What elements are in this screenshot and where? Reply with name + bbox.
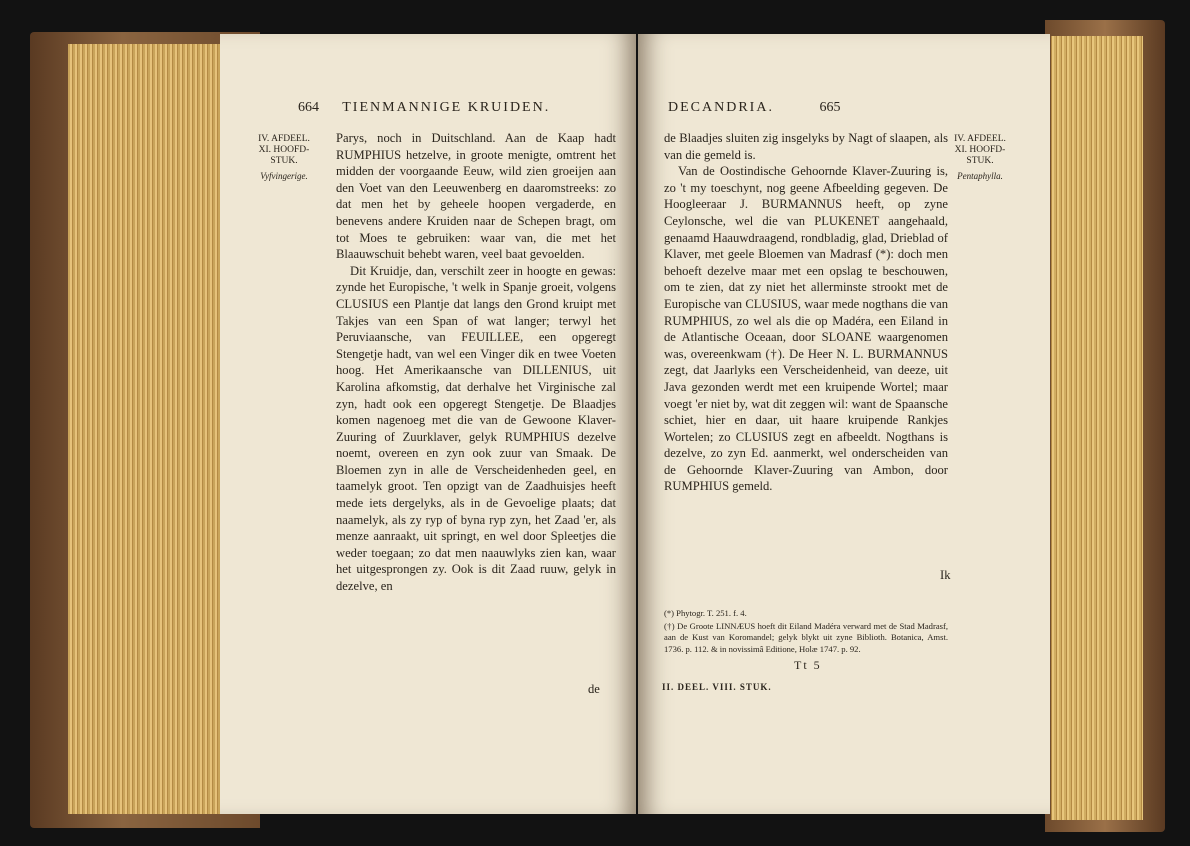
footnotes [664,608,948,656]
right-page-edges [1051,36,1143,820]
right-margin-note [954,134,1006,182]
left-margin-section: IV. AFDEEL. XI. HOOFD-STUK. [258,134,310,166]
footnote: (*) Phytogr. T. 251. f. 4. [664,608,747,618]
right-paragraph: Van de Oostindische Gehoornde Klaver-Zuuring is, zo 't my toeschynt, nog geene Afbeelding gegeven. De Hoogleeraar J. BURMANNUS heeft, op zyne Ceylonsche, wel die van PLUKENET aangehaald, genaamd Haauwdraagend, rondbladig, glad, Drieblad of Klaver, met geele Bloemen van Madrasf (*): doch men behoeft dezelve maar met een opslag te beschouwen, om te zien, dat zy niet het allerminste strookt met de Europische van CLUSIUS, waar mede nogthans die van RUMPHIUS, zo wel als die op Madéra, een Eiland in de Atlantische Oceaan, door SLOANE waargenomen was, overeenkwam (†). De Heer N. L. BURMANNUS zegt, dat Jaarlyks een Verscheidenheid, van deeze, uit Java gezonden werdt met een kruipende Wortel; maar voegt 'er niet by, wat dit zeggen wil: want de Spaansche schiet, hier en daar, uit haare kruipende Rankjes Wortelen; zo CLUSIUS zegt en afbeeldt. Nogthans is dezelve, zo zyn Ed. aanmerkt, wel onderscheiden van de Gehoornde Klaver-Zuuring van Ambon, door RUMPHIUS gemeld. [664,164,948,494]
right-page [638,34,1050,814]
left-catchword: de [588,682,600,696]
left-margin-note [258,134,310,182]
right-head-title: DECANDRIA. [668,100,774,115]
left-paragraph: Parys, noch in Duitschland. Aan de Kaap hadt RUMPHIUS hetzelve, in groote menigte, omtrent het midden der voorgaande Eeuw, wild zien groeijen aan den Voet van den Leeuwenberg en daaromstreeks: zo dat men het by geheele hoopen vergaderde, en benevens andere Kruiden naar de Schepen bragt, om tot Moes te gebruiken: waar van, die met het Blaauwschuit behebt waren, veel baat gevoelden. [336,131,616,262]
left-page-edges [68,44,238,814]
right-catchword: Ik [940,568,951,582]
volume-signature: II. DEEL. VIII. STUK. [662,682,772,692]
left-page-number: 664 [298,100,319,115]
footnote: (†) De Groote LINNÆUS hoeft dit Eiland Madéra verward met de Stad Madrasf, aan de Kust van Koromandel; gelyk blykt uit zyne Biblioth. Botanica, Amst. 1736. p. 112. & in novissimâ Editione, Holæ 1747. p. 92. [664,620,948,654]
left-running-head [298,100,618,116]
left-page [220,34,636,814]
right-paragraph: de Blaadjes sluiten zig insgelyks by Nagt of slaapen, als van die gemeld is. [664,131,948,162]
left-head-title: TIENMANNIGE KRUIDEN. [342,100,551,115]
left-paragraph: Dit Kruidje, dan, verschilt zeer in hoogte en gewas: zynde het Europische, 't welk in Spanje groeit, volgens CLUSIUS een Plantje dat langs den Grond kruipt met Takjes van een Span of wat langer; terwyl het Peruviaansche, van FEUILLEE, een opgeregt Stengetje hadt, van wel een Vinger dik en twee Voeten hoog. Het Amerikaansche van DILLENIUS, uit Karolina afkomstig, dat derhalve het Virginische zal zyn, hadt ook een opgeregt Stengetje. De Blaadjes komen nagenoeg met die van de Gewoone Klaver-Zuuring of Zuurklaver, gelyk RUMPHIUS dezelve noemt, overeen en zyn ook zuur van Smaak. De Bloemen zyn in alle de Verscheidenheden geel, en taamelyk groot. Ten opzigt van de Zaadhuisjes heeft mede iets dergelyks, als in de Gevoelige plaats; dat naamelyk, als zy ryp of byna ryp zyn, het Zaad 'er, als menze aanraakt, uit springt, en wel door Spleetjes die weder toegaan; zo dat men naauwlyks zien kan, waar het uitgesprongen zy. Ook is dit Zaad ruuw, gelyk in dezelve, en [336,263,616,594]
signature-mark: Tt 5 [794,658,822,672]
right-page-number: 665 [819,100,841,115]
left-margin-species: Vyfvingerige. [260,171,308,181]
right-running-head [668,100,998,116]
right-margin-section: IV. AFDEEL. XI. HOOFD-STUK. [954,134,1006,166]
left-body-text [336,130,616,595]
book [30,14,1165,840]
right-margin-species: Pentaphylla. [957,171,1003,181]
right-body-text [664,130,948,495]
